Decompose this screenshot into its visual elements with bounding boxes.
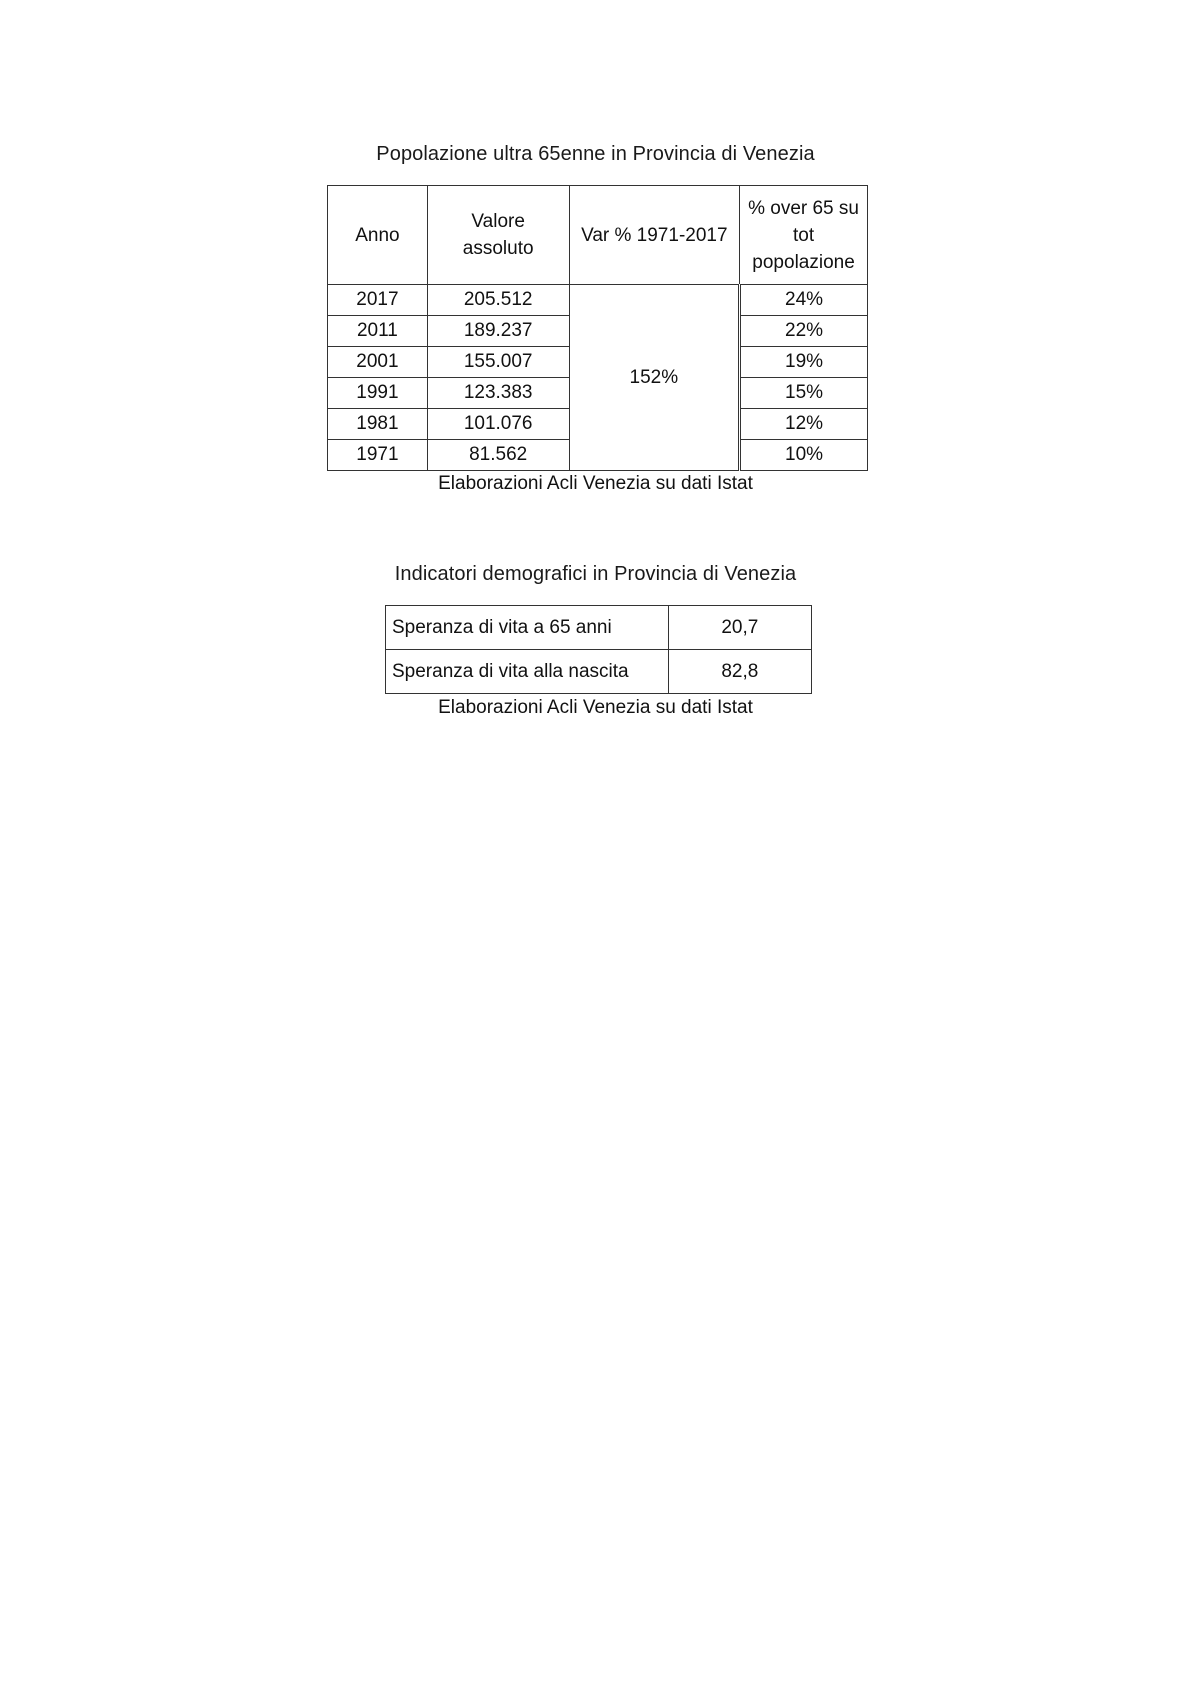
cell-pct: 12% [740, 409, 868, 440]
header-valore-line1: Valore [471, 211, 525, 232]
cell-var-value: 152% [569, 285, 740, 471]
table1-title: Popolazione ultra 65enne in Provincia di Venezia [376, 143, 815, 165]
demographic-indicators-table [385, 605, 812, 694]
indicator-value: 82,8 [668, 650, 811, 694]
table-header-row [328, 186, 868, 285]
header-pct-line2: tot [792, 224, 815, 246]
cell-valore: 101.076 [427, 409, 569, 440]
header-anno: Anno [328, 186, 428, 285]
cell-valore: 155.007 [427, 347, 569, 378]
header-valore-line2: assoluto [462, 238, 534, 259]
cell-valore: 205.512 [427, 285, 569, 316]
header-valore-assoluto [427, 186, 569, 285]
cell-valore: 123.383 [427, 378, 569, 409]
table2-caption: Elaborazioni Acli Venezia su dati Istat [438, 697, 753, 718]
header-pct-line1: % over 65 su [748, 197, 859, 219]
cell-valore: 189.237 [427, 316, 569, 347]
header-var: Var % 1971-2017 [569, 186, 740, 285]
indicator-value: 20,7 [668, 606, 811, 650]
over65-population-table [327, 185, 868, 471]
cell-anno: 2001 [328, 347, 428, 378]
indicator-label: Speranza di vita a 65 anni [386, 606, 669, 650]
cell-valore: 81.562 [427, 440, 569, 471]
cell-pct: 19% [740, 347, 868, 378]
cell-anno: 1991 [328, 378, 428, 409]
cell-pct: 22% [740, 316, 868, 347]
header-pct-over65 [740, 186, 868, 285]
cell-pct: 10% [740, 440, 868, 471]
cell-anno: 1981 [328, 409, 428, 440]
table1-caption: Elaborazioni Acli Venezia su dati Istat [438, 473, 753, 494]
cell-anno: 1971 [328, 440, 428, 471]
indicator-label: Speranza di vita alla nascita [386, 650, 669, 694]
header-pct-line3: popolazione [752, 251, 855, 273]
cell-pct: 24% [740, 285, 868, 316]
table-row [386, 650, 812, 694]
table2-title: Indicatori demografici in Provincia di Venezia [394, 563, 797, 585]
table-row [386, 606, 812, 650]
table-row [328, 285, 868, 316]
cell-anno: 2017 [328, 285, 428, 316]
cell-pct: 15% [740, 378, 868, 409]
cell-anno: 2011 [328, 316, 428, 347]
